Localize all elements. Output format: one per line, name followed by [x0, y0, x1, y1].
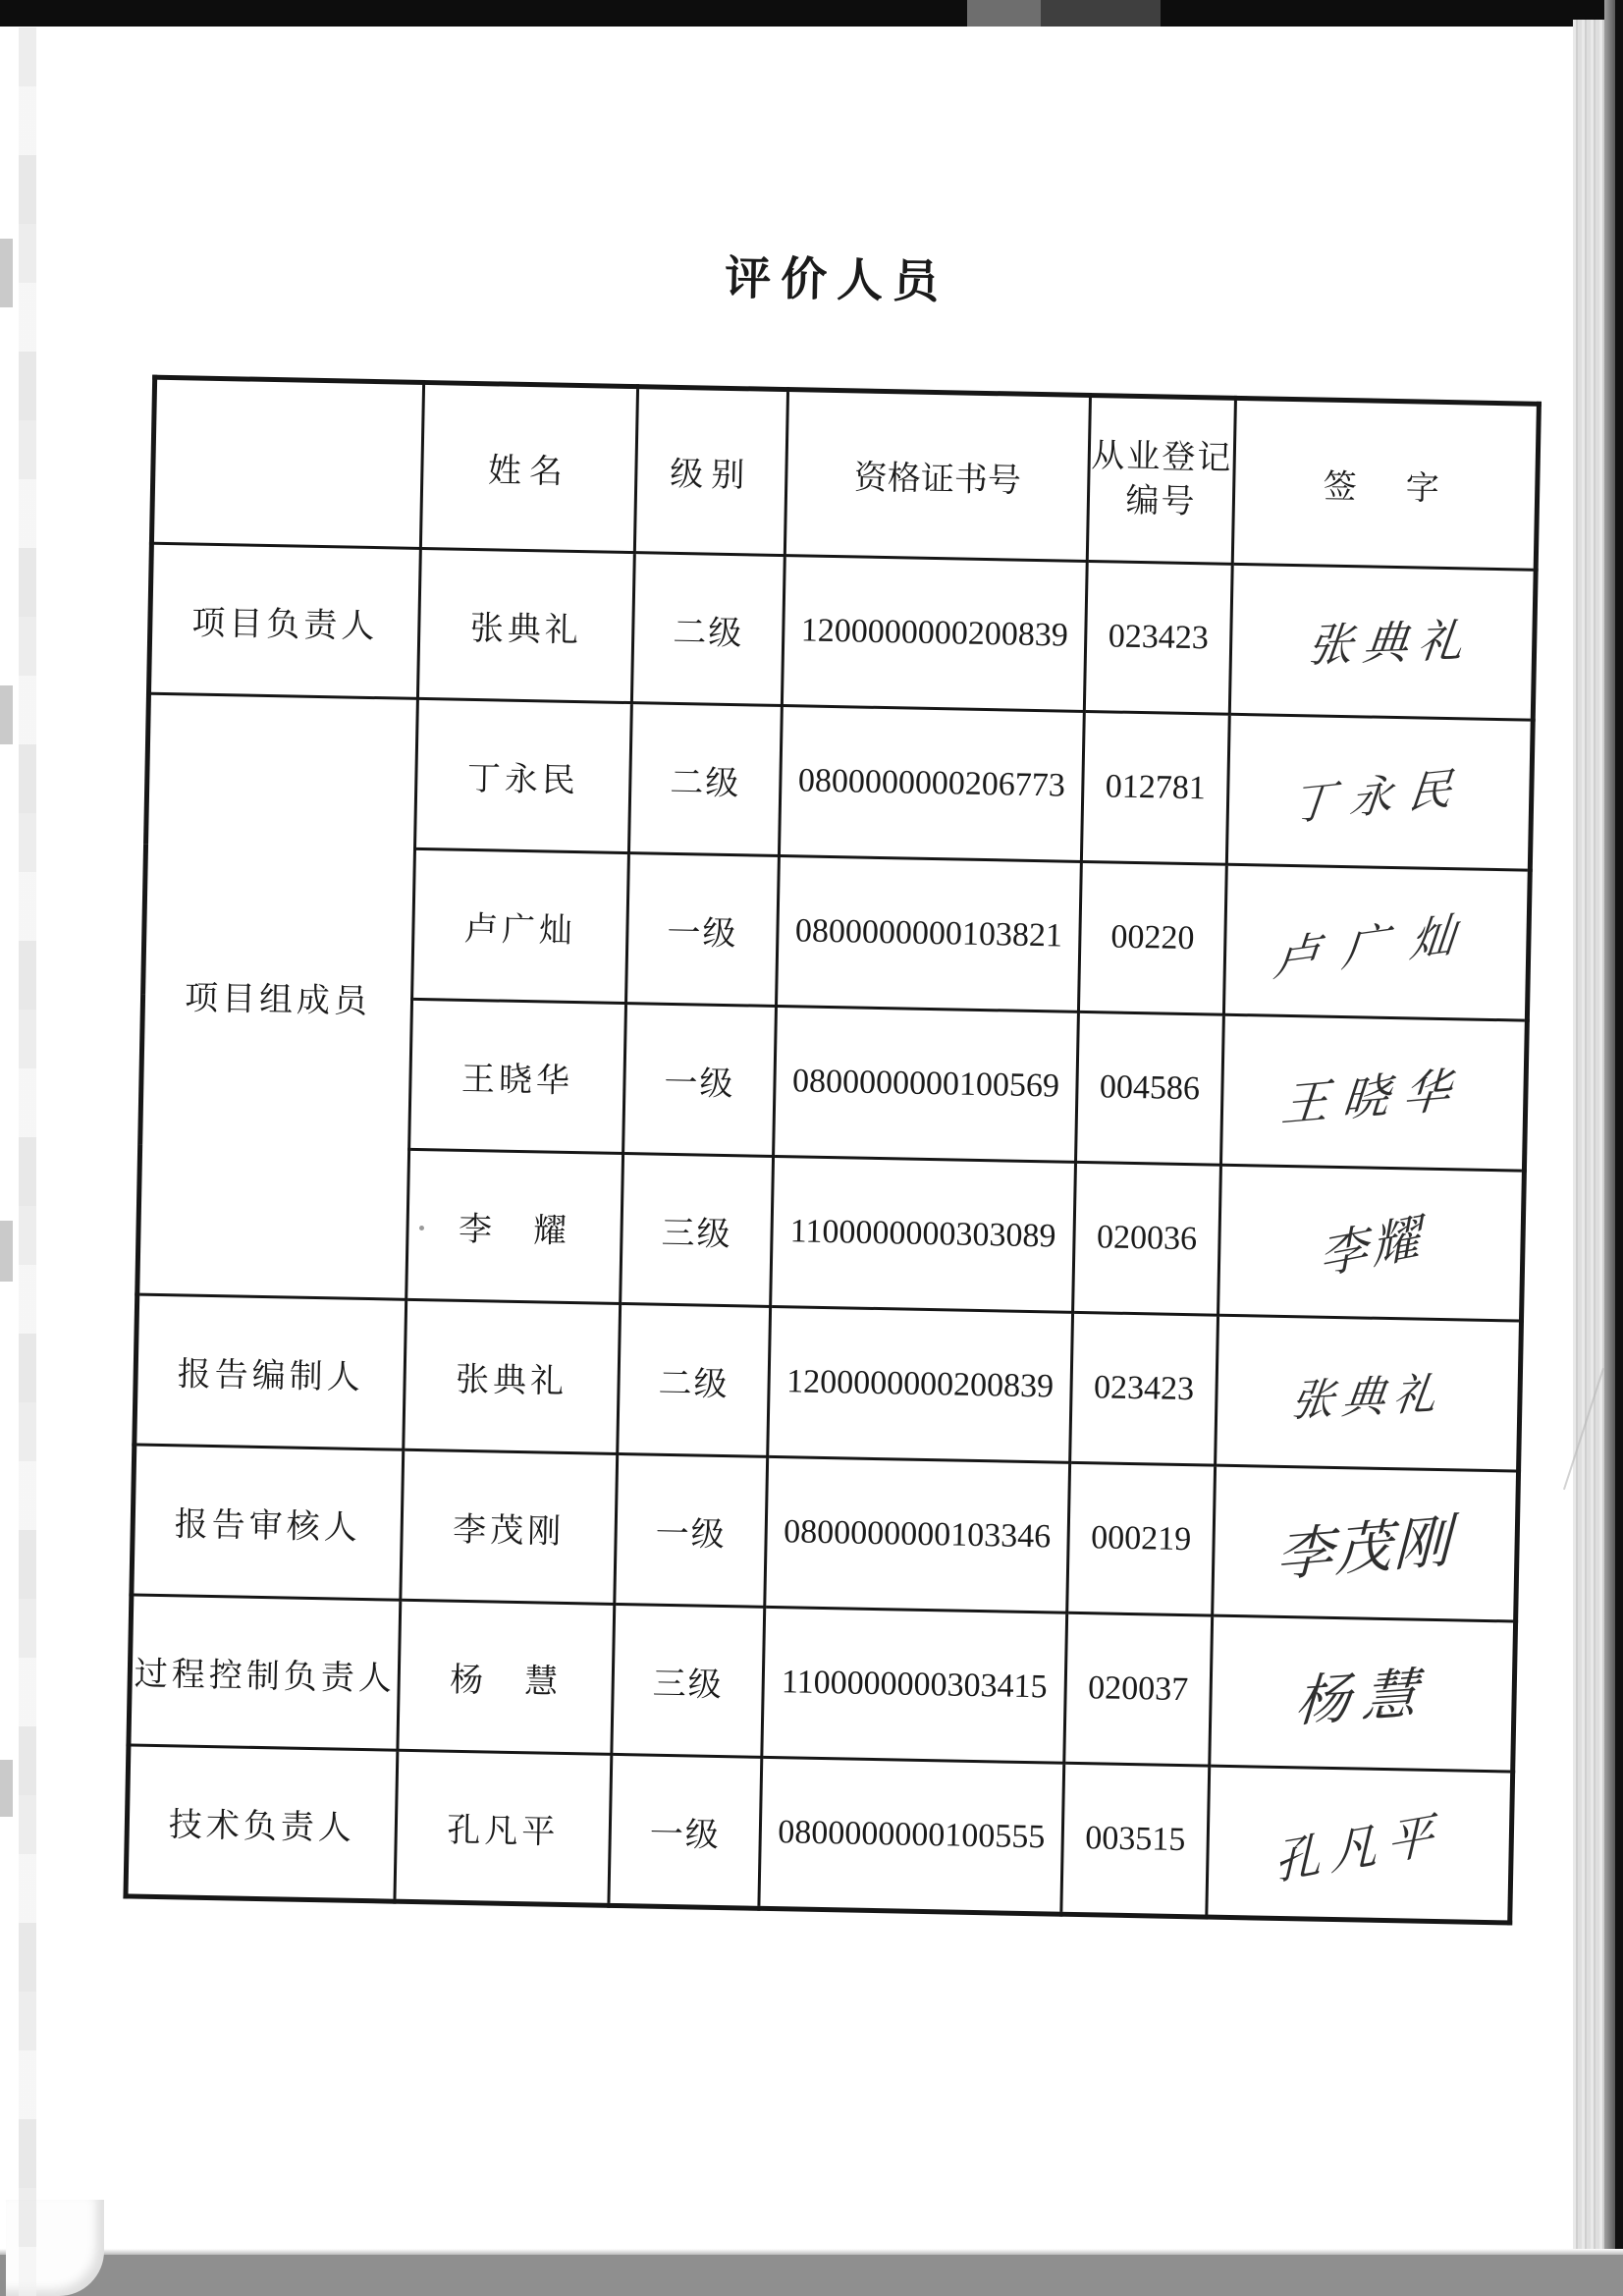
cell-role: 报告编制人: [135, 1294, 406, 1449]
header-name: 姓名: [420, 382, 637, 552]
table-row: [135, 1294, 1522, 1471]
table-row: [148, 543, 1536, 720]
handwritten-signature: 张典礼: [1287, 1369, 1447, 1426]
header-level: 级别: [634, 387, 787, 556]
cell-level: 二级: [628, 703, 782, 856]
cell-certificate-no: 1200000000200839: [768, 1306, 1073, 1462]
cell-signature: [1223, 864, 1530, 1020]
cell-name: 张典礼: [417, 548, 634, 702]
cell-role: 项目负责人: [148, 543, 420, 698]
header-registration-line1: 从业登记: [1090, 438, 1233, 478]
cell-registration-no: 004586: [1076, 1011, 1224, 1165]
cell-name: 卢广灿: [412, 848, 629, 1003]
cell-signature: [1216, 1315, 1522, 1471]
cell-level: 一级: [626, 853, 780, 1007]
table-row: [129, 1595, 1516, 1772]
cell-role: 技术负责人: [126, 1745, 398, 1901]
cell-registration-no: 003515: [1061, 1763, 1210, 1917]
header-registration-line2: 编号: [1125, 482, 1197, 520]
cell-certificate-no: 0800000000103821: [777, 856, 1082, 1012]
cell-level: 一级: [609, 1754, 762, 1908]
header-registration-no: [1087, 396, 1235, 565]
cell-name: 张典礼: [404, 1299, 621, 1453]
handwritten-signature: 张典礼: [1304, 615, 1476, 672]
handwritten-signature: 杨慧: [1292, 1663, 1431, 1734]
table-row: [132, 1445, 1519, 1621]
cell-signature: [1226, 714, 1533, 870]
cell-certificate-no: 1100000000303089: [771, 1156, 1076, 1312]
cell-name: 杨 慧: [398, 1600, 615, 1754]
cell-name: 王晓华: [409, 999, 626, 1153]
handwritten-signature: 丁永民: [1288, 763, 1470, 831]
cell-level: 二级: [618, 1303, 771, 1456]
cell-level: 一级: [623, 1004, 777, 1157]
handwritten-signature: 李耀: [1317, 1209, 1425, 1285]
cell-certificate-no: 0800000000100569: [774, 1006, 1079, 1162]
cell-signature: [1229, 564, 1536, 720]
handwritten-signature: 卢广灿: [1271, 905, 1482, 986]
cell-certificate-no: 0800000000206773: [779, 706, 1084, 862]
cell-signature: [1220, 1014, 1527, 1171]
cell-certificate-no: 1100000000303415: [762, 1607, 1067, 1763]
cell-name: 孔凡平: [395, 1750, 612, 1905]
cell-level: 二级: [631, 553, 784, 706]
cell-name: 李 耀: [406, 1149, 623, 1303]
cell-level: 三级: [621, 1154, 774, 1307]
header-role-blank: [151, 377, 423, 548]
cell-certificate-no: 1200000000200839: [782, 556, 1087, 712]
header-signature: 签 字: [1232, 398, 1539, 570]
cell-signature: [1207, 1766, 1513, 1923]
cell-role-group: 项目组成员: [137, 693, 418, 1299]
cell-registration-no: 012781: [1081, 711, 1229, 864]
table-row: [146, 693, 1534, 870]
cell-level: 一级: [615, 1453, 768, 1607]
cell-registration-no: 023423: [1084, 561, 1232, 714]
cell-registration-no: 000219: [1067, 1462, 1216, 1615]
cell-role: 报告审核人: [132, 1445, 404, 1600]
cell-signature: [1218, 1165, 1525, 1321]
cell-signature: [1210, 1615, 1516, 1772]
personnel-table: [123, 375, 1542, 1926]
table-header-row: [151, 377, 1539, 570]
cell-certificate-no: 0800000000103346: [765, 1456, 1070, 1613]
cell-name: 丁永民: [415, 698, 632, 852]
cell-certificate-no: 0800000000100555: [759, 1757, 1064, 1914]
header-certificate-no: 资格证书号: [784, 390, 1090, 562]
table-row: [126, 1745, 1513, 1923]
cell-registration-no: 020036: [1073, 1162, 1221, 1315]
handwritten-signature: 孔凡平: [1274, 1807, 1443, 1890]
page-title: 评价人员: [724, 252, 949, 309]
cell-level: 三级: [612, 1604, 765, 1757]
cell-registration-no: 020037: [1064, 1613, 1213, 1766]
cell-name: 李茂刚: [401, 1449, 618, 1604]
cell-role: 过程控制负责人: [129, 1595, 401, 1750]
cell-signature: [1213, 1465, 1519, 1621]
cell-registration-no: 00220: [1078, 861, 1226, 1014]
handwritten-signature: 李茂刚: [1275, 1508, 1454, 1589]
handwritten-signature: 王晓华: [1279, 1063, 1467, 1132]
cell-registration-no: 023423: [1070, 1312, 1218, 1465]
